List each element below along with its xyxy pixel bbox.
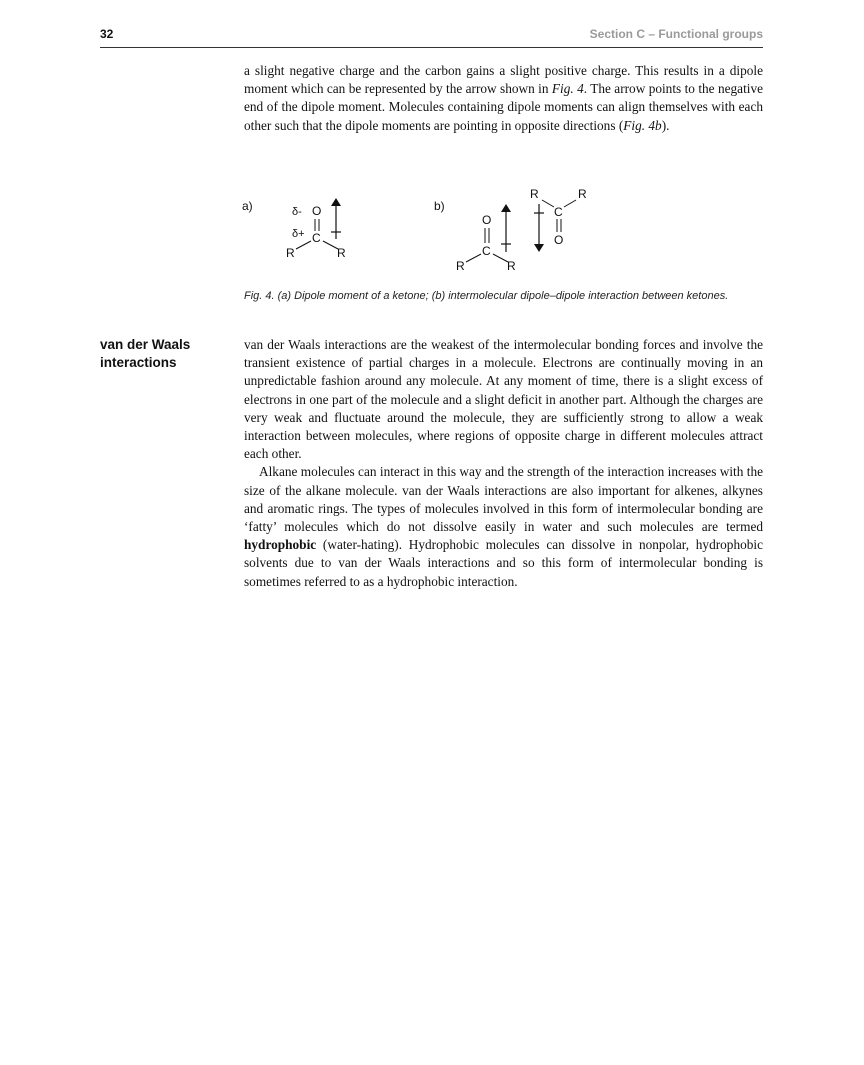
- hydrophobic-term: hydrophobic: [244, 537, 317, 553]
- ketone-molecule-b1: [456, 213, 516, 273]
- intro-text-3: ).: [661, 117, 670, 133]
- section-heading: [100, 336, 230, 371]
- panel-a-label: a): [242, 199, 253, 213]
- section-heading-line1: van der Waals: [100, 337, 191, 352]
- section-heading-line2: interactions: [100, 354, 177, 370]
- r-group-right: R: [337, 246, 346, 260]
- intro-text-1: a slight negative charge and the carbon gains a slight positive charge. This results in a dipole moment which can be represented by the arrow shown in: [244, 63, 763, 97]
- r-group-left: R: [530, 187, 539, 201]
- paragraph-2-text-2: (water-hating). Hydrophobic molecules can dissolve in nonpolar, hydrophobic solvents due to van der Waals interactions and so this form of intermolecular bonding is sometimes referred to as a hydrophobic interaction.: [244, 537, 763, 589]
- oxygen-atom: O: [482, 213, 492, 227]
- r-group-right: R: [507, 259, 516, 273]
- delta-plus-label: δ+: [292, 228, 305, 240]
- paragraph-2: [244, 463, 763, 590]
- figure-caption: Fig. 4. (a) Dipole moment of a ketone; (b) intermolecular dipole–dipole interaction between ketones.: [244, 290, 729, 302]
- running-header: [100, 27, 763, 48]
- r-group-left: R: [456, 259, 465, 273]
- section-title: Section C – Functional groups: [589, 27, 763, 41]
- page-number: 32: [100, 27, 114, 41]
- figure-reference: Fig. 4: [551, 81, 584, 97]
- section-body: [244, 336, 763, 591]
- oxygen-atom: O: [312, 204, 322, 218]
- dipole-arrow-b2: [534, 204, 544, 248]
- dipole-figure: [236, 186, 636, 278]
- r-group-right: R: [578, 187, 587, 201]
- oxygen-atom: O: [554, 233, 564, 247]
- dipole-arrow-a: [331, 202, 341, 239]
- carbon-atom: C: [312, 231, 321, 245]
- delta-minus-label: δ-: [292, 206, 302, 218]
- paragraph-1: van der Waals interactions are the weakest of the intermolecular bonding forces and involve the transient existence of partial charges in a molecule. Electrons are continually moving in an unpredictable fashion around any molecule. At any moment of time, there is a slight excess of electrons in one part of the molecule and a slight deficit in another part. Although the charges are very weak and fluctuate around the molecule, they are sufficiently strong to allow a weak interaction between molecules, where regions of opposite charge in different molecules attract each other.: [244, 337, 763, 462]
- figure-reference-b: Fig. 4b: [623, 117, 662, 133]
- paragraph-2-text-1: Alkane molecules can interact in this way and the strength of the interaction increases with the size of the alkane molecule. van der Waals interactions are also important for alkenes, alkynes and aromatic rings. The types of molecules involved in this form of intermolecular bonding are ‘fatty’ molecules which do not dissolve easily in water and such molecules are termed: [244, 464, 763, 535]
- dipole-arrow-b1: [501, 208, 511, 252]
- panel-b-label: b): [434, 199, 445, 213]
- carbon-atom: C: [554, 205, 563, 219]
- carbon-atom: C: [482, 244, 491, 258]
- intro-text-2: . The arrow points to the negative end of the dipole moment. Molecules containing dipole moments can align themselves with each other such that the dipole moments are pointing in opposite directions (: [244, 81, 764, 133]
- r-group-left: R: [286, 246, 295, 260]
- intro-paragraph: [244, 62, 763, 135]
